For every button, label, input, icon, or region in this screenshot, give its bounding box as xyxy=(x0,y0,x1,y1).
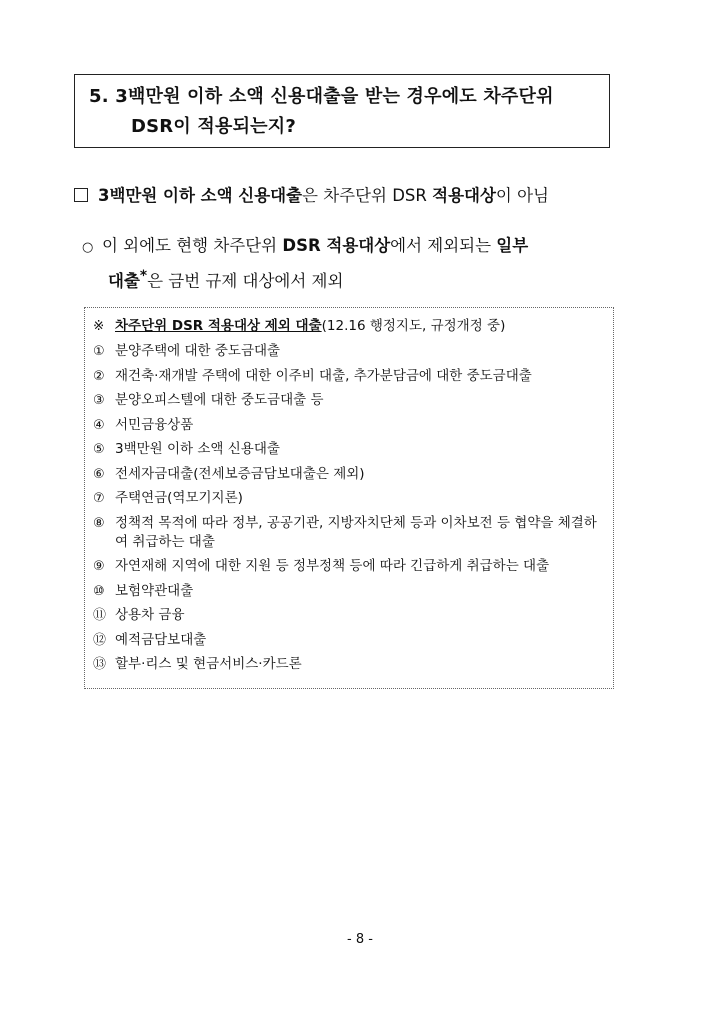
answer-main-mid: 은 차주단위 DSR xyxy=(302,186,433,205)
exclusion-list xyxy=(93,342,613,674)
answer-main-bold2: 적용대상 xyxy=(432,186,496,205)
list-item: ⑧ 정책적 목적에 따라 정부, 공공기관, 지방자치단체 등과 이차보전 등 협약을 체결하여 취급하는 대출 xyxy=(93,514,597,550)
circle-bullet-icon: ○ xyxy=(82,240,94,255)
list-item: ④ 서민금융상품 xyxy=(93,416,194,433)
answer-main-post: 이 아님 xyxy=(495,186,549,205)
question-line-2: DSR이 적용되는지? xyxy=(131,116,297,137)
answer-sub-bold1: DSR 적용대상 xyxy=(282,236,391,255)
answer-sub-line2-bold: 대출 xyxy=(108,271,140,291)
reference-mark: ※ xyxy=(93,318,105,334)
note-title-suffix: (12.16 행정지도, 규정개정 중) xyxy=(321,318,506,334)
list-item: ⑪ 상용차 금융 xyxy=(93,607,185,623)
list-item: ⑬ 할부·리스 및 현금서비스·카드론 xyxy=(93,656,302,672)
list-item: ⑨ 자연재해 지역에 대한 지원 등 정부정책 등에 따라 긴급하게 취급하는 대출 xyxy=(93,558,550,574)
exclusion-note-box xyxy=(84,307,614,689)
page-number: - 8 - xyxy=(347,932,373,947)
list-item: ⑩ 보험약관대출 xyxy=(93,582,194,599)
square-bullet-icon xyxy=(74,188,88,202)
footnote-star: * xyxy=(139,268,148,284)
answer-sub-line2-rest: 은 금번 규제 대상에서 제외 xyxy=(147,271,344,291)
note-title xyxy=(93,316,613,336)
list-item: ② 재건축·재개발 주택에 대한 이주비 대출, 추가분담금에 대한 중도금대출 xyxy=(93,367,532,384)
answer-main-bold: 3백만원 이하 소액 신용대출 xyxy=(98,186,303,205)
question-box xyxy=(74,74,610,148)
question-line-1: 5. 3백만원 이하 소액 신용대출을 받는 경우에도 차주단위 xyxy=(89,86,554,107)
answer-sub-mid: 에서 제외되는 xyxy=(390,236,497,255)
list-item: ③ 분양오피스텔에 대한 중도금대출 등 xyxy=(93,392,324,408)
list-item: ⑫ 예적금담보대출 xyxy=(93,631,207,648)
answer-sub-bold2: 일부 xyxy=(496,236,529,255)
list-item: ⑦ 주택연금(역모기지론) xyxy=(93,490,243,506)
list-item: ⑤ 3백만원 이하 소액 신용대출 xyxy=(93,441,280,457)
answer-sub xyxy=(82,232,622,296)
answer-sub-pre: 이 외에도 현행 차주단위 xyxy=(102,236,283,255)
list-item: ① 분양주택에 대한 중도금대출 xyxy=(93,343,281,359)
list-item: ⑥ 전세자금대출(전세보증금담보대출은 제외) xyxy=(93,465,365,482)
note-title-text: 차주단위 DSR 적용대상 제외 대출 xyxy=(115,318,322,334)
answer-main xyxy=(74,184,549,208)
